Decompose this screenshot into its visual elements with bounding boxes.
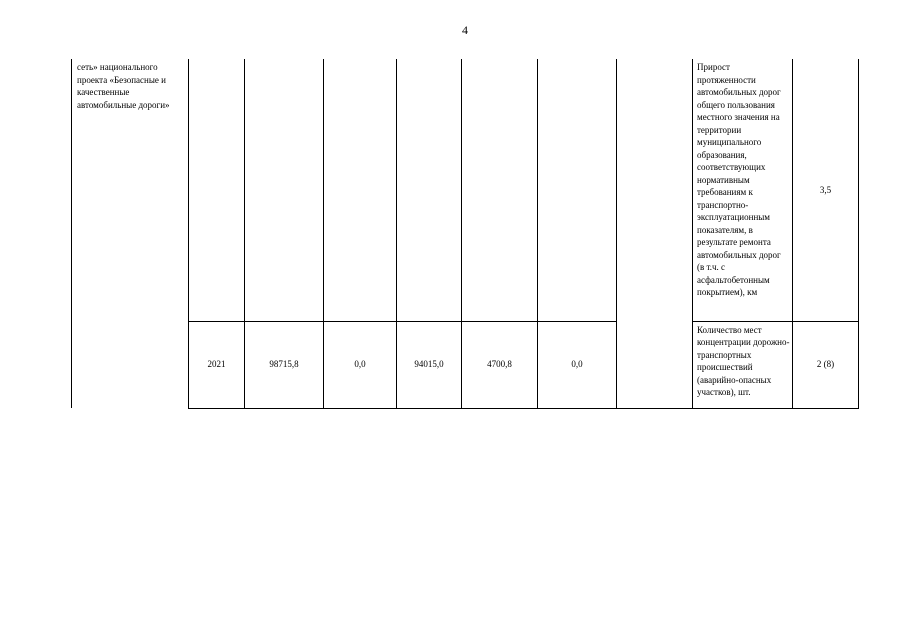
regional-budget-cell-empty <box>397 59 462 321</box>
total-cell-empty <box>245 59 324 321</box>
indicator-text: Прирост протяженности автомобильных дорог общего пользования местного значения на территории муниципального образования, соответствующих нормативным требованиям к транспортно-эксплуатационным показателям, в результате ремонта автомобильных дорог (в т.ч. с асфальтобетонным покрытием), км <box>697 62 781 297</box>
other-sources-cell: 0,0 <box>538 321 617 408</box>
event-name-text: сеть» национального проекта «Безопасные и качественные автомобильные дороги» <box>77 62 170 110</box>
local-budget-cell: 4700,8 <box>462 321 538 408</box>
executor-cell <box>617 59 693 408</box>
indicator-value-cell <box>793 321 859 408</box>
indicator-text: Количество мест концентрации дорожно-транспортных происшествий (аварийно-опасных участков), шт. <box>697 324 790 397</box>
year-cell: 2021 <box>189 321 245 408</box>
other-sources-cell-empty <box>538 59 617 321</box>
table-row <box>72 321 859 408</box>
program-table <box>71 59 859 409</box>
page-number: 4 <box>462 23 468 37</box>
indicator-value: 2 (8) <box>816 359 835 370</box>
event-name-cell <box>72 59 189 408</box>
regional-budget-cell: 94015,0 <box>397 321 462 408</box>
federal-budget-cell-empty <box>324 59 397 321</box>
year-cell-empty <box>189 59 245 321</box>
local-budget-cell-empty <box>462 59 538 321</box>
total-cell: 98715,8 <box>245 321 324 408</box>
federal-budget-cell: 0,0 <box>324 321 397 408</box>
indicator-value: 3,5 <box>819 184 832 195</box>
table-row <box>72 59 859 321</box>
indicator-value-cell <box>793 59 859 321</box>
indicator-cell <box>693 59 793 321</box>
indicator-cell <box>693 321 793 408</box>
